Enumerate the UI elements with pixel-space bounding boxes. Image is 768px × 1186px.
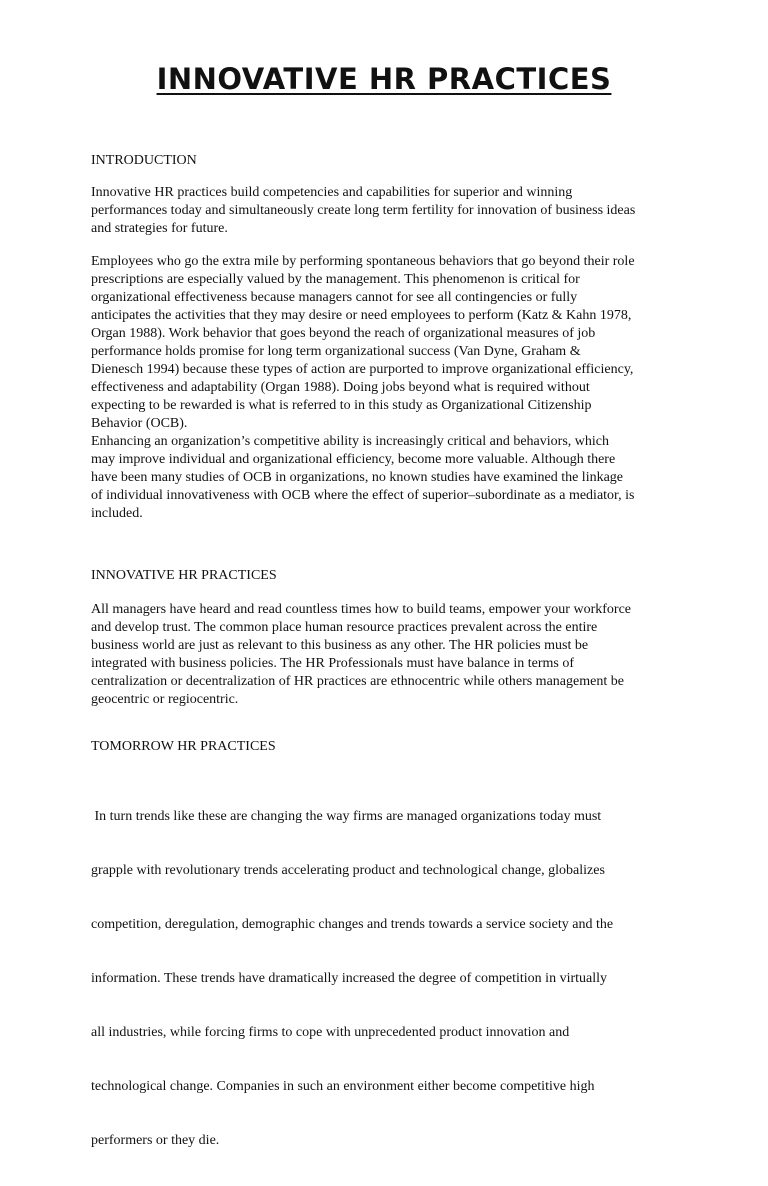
section-heading-introduction: INTRODUCTION	[91, 153, 197, 168]
text-line: centralization or decentralization of HR practices are ethnocentric while others management be	[91, 674, 624, 689]
text-line: organizational effectiveness because managers cannot for see all contingencies or fully	[91, 290, 578, 305]
text-line: Employees who go the extra mile by performing spontaneous behaviors that go beyond their role	[91, 254, 635, 269]
text-line: technological change. Companies in such an environment either become competitive high	[91, 1079, 595, 1094]
text-line: included.	[91, 506, 143, 521]
text-line: Innovative HR practices build competencies and capabilities for superior and winning	[91, 185, 573, 200]
text-line: All managers have heard and read countless times how to build teams, empower your workforce	[91, 602, 631, 617]
section-heading-innovative-hr-practices: INNOVATIVE HR PRACTICES	[91, 568, 277, 583]
text-line: grapple with revolutionary trends accelerating product and technological change, globalizes	[91, 863, 605, 878]
text-line: performers or they die.	[91, 1133, 220, 1148]
document-title-text: INNOVATIVE HR PRACTICES	[156, 62, 612, 96]
text-line: have been many studies of OCB in organizations, no known studies have examined the linkage	[91, 470, 624, 485]
text-line: all industries, while forcing firms to cope with unprecedented product innovation and	[91, 1025, 570, 1040]
text-line: performances today and simultaneously create long term fertility for innovation of business ideas	[91, 203, 636, 218]
text-line: business world are just as relevant to this business as any other. The HR policies must be	[91, 638, 589, 653]
text-line: anticipates the activities that they may desire or need employees to perform (Katz & Kahn 1978,	[91, 308, 632, 323]
text-line: of individual innovativeness with OCB where the effect of superior–subordinate as a mediator, is	[91, 488, 635, 503]
text-line: integrated with business policies. The HR Professionals must have balance in terms of	[91, 656, 575, 671]
paragraph-tomorrow-1	[91, 772, 691, 1186]
paragraph-intro-2	[91, 253, 691, 523]
text-line: performance holds promise for long term organizational success (Van Dyne, Graham &	[91, 344, 581, 359]
text-line: Dienesch 1994) because these types of action are purported to improve organizational efficiency,	[91, 362, 634, 377]
text-line: expecting to be rewarded is what is referred to in this study as Organizational Citizenship	[91, 398, 592, 413]
text-line: and develop trust. The common place human resource practices prevalent across the entire	[91, 620, 598, 635]
text-line: may improve individual and organizational efficiency, become more valuable. Although there	[91, 452, 616, 467]
text-line: Enhancing an organization’s competitive ability is increasingly critical and behaviors, which	[91, 434, 609, 449]
text-line: prescriptions are especially valued by the management. This phenomenon is critical for	[91, 272, 580, 287]
text-line: Behavior (OCB).	[91, 416, 188, 431]
paragraph-innovative-1	[91, 601, 691, 709]
text-line: geocentric or regiocentric.	[91, 692, 239, 707]
text-line: Organ 1988). Work behavior that goes beyond the reach of organizational measures of job	[91, 326, 596, 341]
document-title	[0, 60, 768, 98]
text-line: and strategies for future.	[91, 221, 228, 236]
text-line: effectiveness and adaptability (Organ 1988). Doing jobs beyond what is required without	[91, 380, 590, 395]
text-line: competition, deregulation, demographic changes and trends towards a service society and the	[91, 917, 614, 932]
section-heading-tomorrow-hr-practices: TOMORROW HR PRACTICES	[91, 739, 276, 754]
text-line: In turn trends like these are changing the way firms are managed organizations today must	[91, 809, 602, 824]
paragraph-intro-1	[91, 184, 691, 238]
text-line: information. These trends have dramatically increased the degree of competition in virtually	[91, 971, 608, 986]
